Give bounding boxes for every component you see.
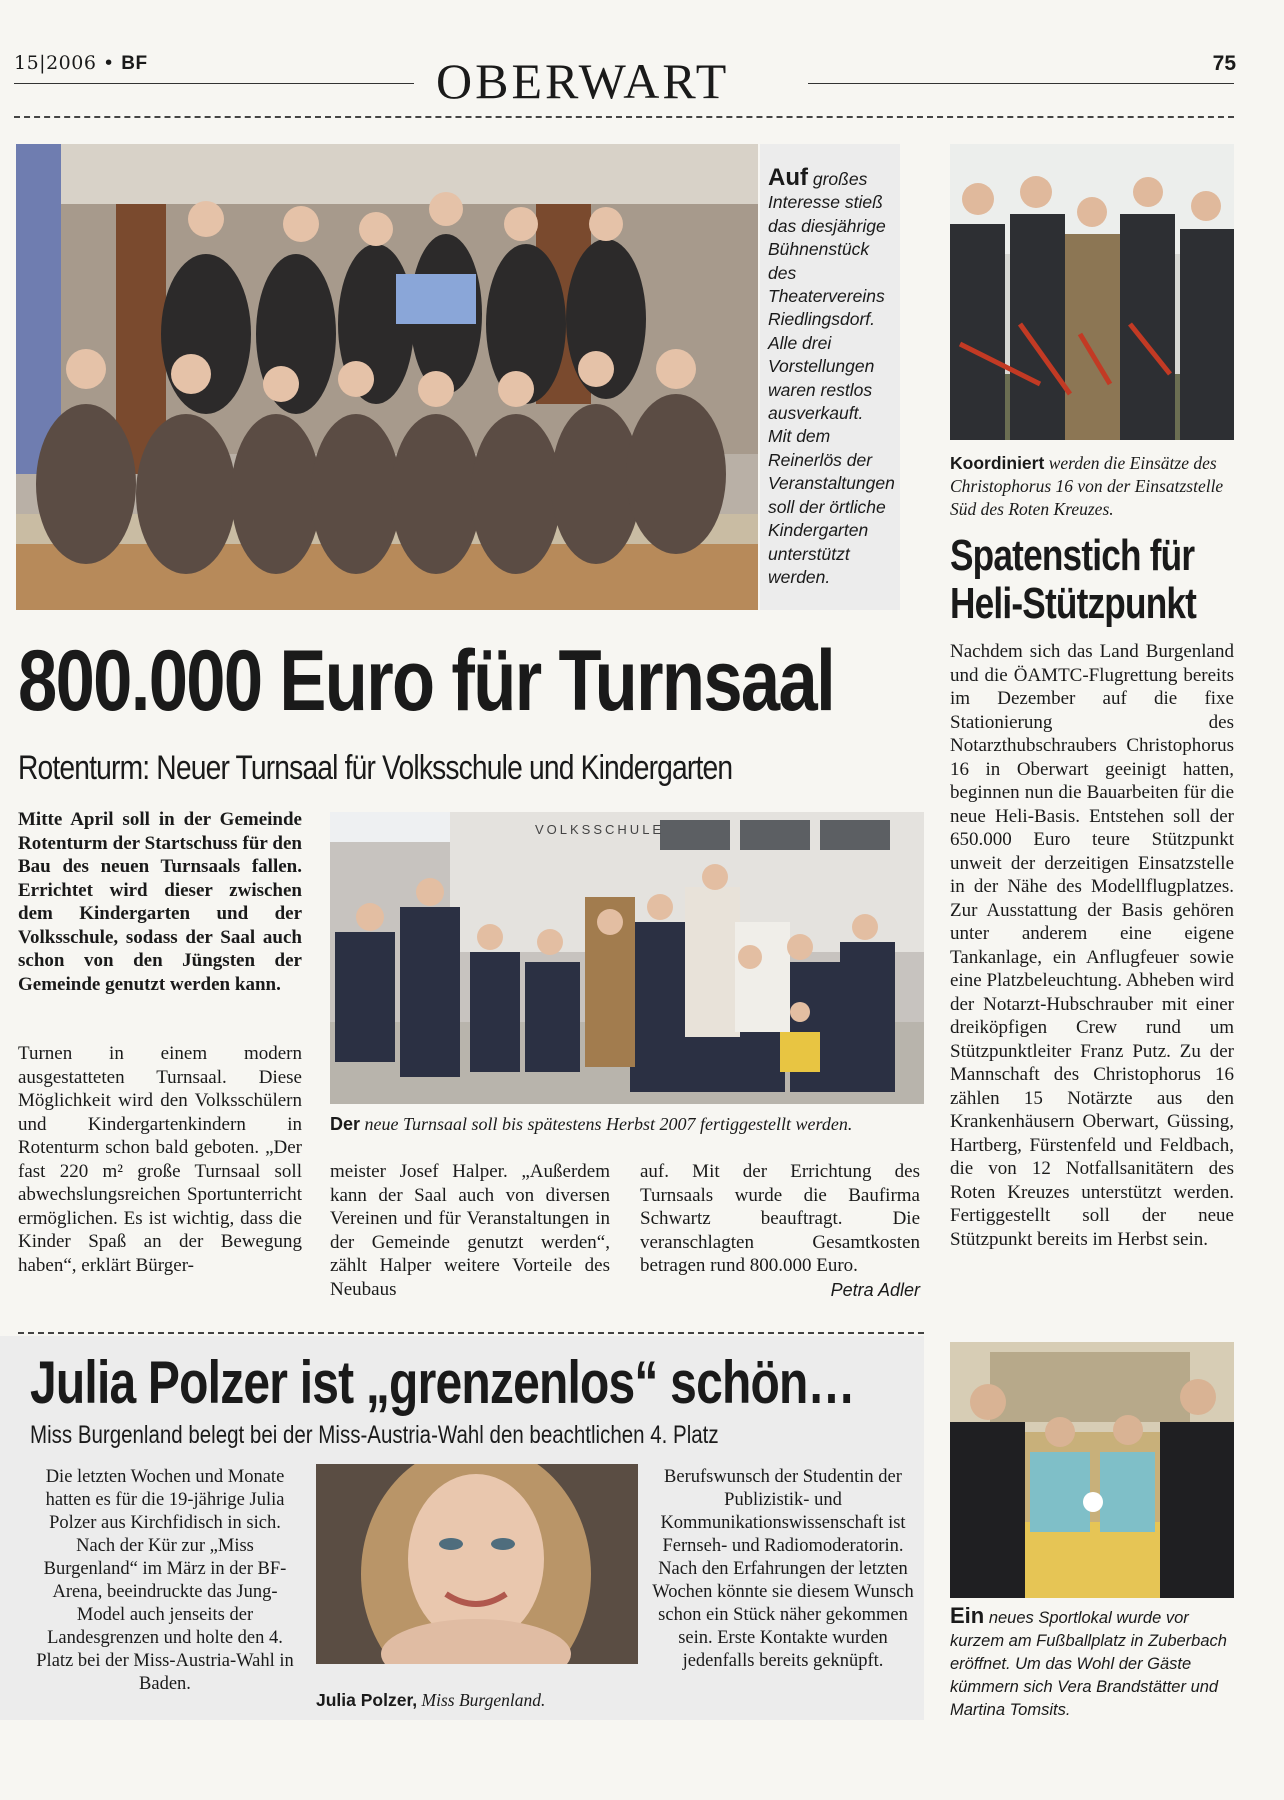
heli-spatenstich-photo — [950, 144, 1234, 440]
turnsaal-lead: Mitte April soll in der Gemeinde Rotenturm der Startschuss für den Bau des neuen Turnsaals fallen. Errichtet wird dieser zwischen dem Kindergarten und der Volksschule, sodass der Saal auch schon von den Jüngsten der Gemeinde genutzt werden kann. — [18, 809, 302, 995]
turnsaal-children-photo — [330, 812, 924, 1104]
polzer-photo-caption — [316, 1688, 646, 1712]
issue-info — [14, 52, 148, 75]
article-divider — [18, 1332, 924, 1334]
turnsaal-caption-text: neue Turnsaal soll bis spätestens Herbst 2007 fertiggestellt werden. — [364, 1114, 853, 1134]
heli-body: Nachdem sich das Land Burgenland und die ÖAMTC-Flugrettung bereits im Dezember auf die fixe Stationierung des Notarzthubschraubers Christophorus 16 in Oberwart geeinigt hatten, beginnen nun die Bauarbeiten für die neue Heli-Basis. Entstehen soll der 650.000 Euro teure Stützpunkt unweit der derzeitigen Einsatzstelle in der Nähe des Modellflugplatzes. Zur Ausstattung der Basis gehören unter anderem eine eigene Tankanlage, ein Anflugfeuer sowie eine Platzbeleuchtung. Abheben wird der Notarzt-Hubschrauber mit einer dreiköpfigen Crew rund um Stützpunktleiter Franz Putz. Zu der Mannschaft des Christophorus 16 zählen 15 Notärzte aus den Krankenhäusern Oberwart, Güssing, Hartberg, Fürstenfeld und Feldbach, die von 12 Notfallsanitätern des Roten Kreuzes unterstützt werden. Fertiggestellt soll der neue Stützpunkt bereits im Herbst sein. — [950, 641, 1234, 1250]
turnsaal-photo-caption — [330, 1112, 930, 1136]
header-divider — [14, 116, 1234, 118]
turnsaal-body-col2: meister Josef Halper. „Außerdem kann der Saal auch von diversen Vereinen und für Veranstaltungen in der Gemeinde genutzt werden“, zählt Halper weitere Vorteile des Neubaus — [330, 1161, 610, 1300]
turnsaal-body-col1: Turnen in einem modern ausgestatteten Turnsaal. Diese Möglichkeit wird den Volksschülern und Kindergartenkindern in Rotenturm schon bald geboten. „Der fast 220 m² große Turnsaal soll abwechslungsreichen Sportunterricht ermöglichen. Es ist wichtig, dass die Kinder Spaß an der Bewegung haben“, erklärt Bürger- — [18, 1043, 302, 1276]
page-number: 75 — [1212, 52, 1236, 75]
turnsaal-subheadline: Rotenturm: Neuer Turnsaal für Volksschule und Kindergarten — [18, 749, 733, 787]
heli-caption-lead: Koordiniert — [950, 453, 1045, 473]
theater-caption-text: großes Interesse stieß das diesjährige Bühnenstück des Theatervereins Riedlingsdorf. Alle drei Vorstellungen waren restlos ausverkauft. Mit dem Reinerlös der Veranstaltungen soll der örtliche Kindergarten unterstützt werden. — [768, 169, 895, 587]
header-rule-left — [14, 83, 414, 84]
turnsaal-body-col3: auf. Mit der Errichtung des Turnsaals wurde die Baufirma Schwartz beauftragt. Die veranschlagten Gesamtkosten betragen rund 800.000 Euro. — [640, 1161, 920, 1276]
brand-logo: BF — [121, 53, 148, 74]
polzer-caption-title: Miss Burgenland. — [421, 1690, 546, 1710]
heli-photo-caption — [950, 452, 1234, 521]
polzer-headline: Julia Polzer ist „grenzenlos“ schön… — [30, 1349, 855, 1416]
polzer-caption-name: Julia Polzer, — [316, 1690, 418, 1710]
heli-headline-line2: Heli-Stützpunkt — [950, 579, 1197, 628]
heli-headline — [950, 532, 1196, 628]
heli-headline-line1: Spatenstich für — [950, 531, 1195, 580]
theater-caption-lead: Auf — [768, 164, 808, 191]
turnsaal-headline: 800.000 Euro für Turnsaal — [18, 633, 835, 729]
issue-number: 15|2006 • — [14, 52, 115, 74]
polzer-portrait-photo — [316, 1464, 638, 1682]
section-title: OBERWART — [436, 53, 730, 109]
sportlokal-photo — [950, 1342, 1234, 1598]
sportlokal-caption-lead: Ein — [950, 1603, 985, 1628]
sportlokal-caption-text: neues Sportlokal wurde vor kurzem am Fußballplatz in Zuberbach eröffnet. Um das Wohl der Gäste kümmern sich Vera Brandstätter und Martina Tomsits. — [950, 1609, 1227, 1719]
turnsaal-caption-lead: Der — [330, 1114, 361, 1134]
polzer-subheadline: Miss Burgenland belegt bei der Miss-Austria-Wahl den beachtlichen 4. Platz — [30, 1421, 719, 1449]
header-rule-right — [808, 83, 1234, 84]
theater-caption — [760, 144, 900, 610]
heli-caption-text: werden die Einsätze des Christophorus 16 von der Einsatzstelle Süd des Roten Kreuzes. — [950, 453, 1224, 519]
sportlokal-caption — [950, 1604, 1234, 1722]
turnsaal-author: Petra Adler — [830, 1280, 920, 1300]
polzer-body-col3: Berufswunsch der Studentin der Publizistik- und Kommunikationswissenschaft ist Fernseh- und Radiomoderatorin. Nach den Erfahrungen der letzten Wochen könnte sie diesem Wunsch schon ein Stück näher gekommen sein. Erste Kontakte wurden jedenfalls bereits geknüpft. — [652, 1467, 914, 1671]
polzer-body-col1: Die letzten Wochen und Monate hatten es für die 19-jährige Julia Polzer aus Kirchfidisch in sich. Nach der Kür zur „Miss Burgenland“ im März in der BF-Arena, beeindruckte das Jung-Model auch jenseits der Landesgrenzen und holte den 4. Platz bei der Miss-Austria-Wahl in Baden. — [36, 1467, 294, 1694]
volksschule-sign: VOLKSSCHULE — [535, 822, 665, 837]
theater-group-photo — [16, 144, 758, 610]
